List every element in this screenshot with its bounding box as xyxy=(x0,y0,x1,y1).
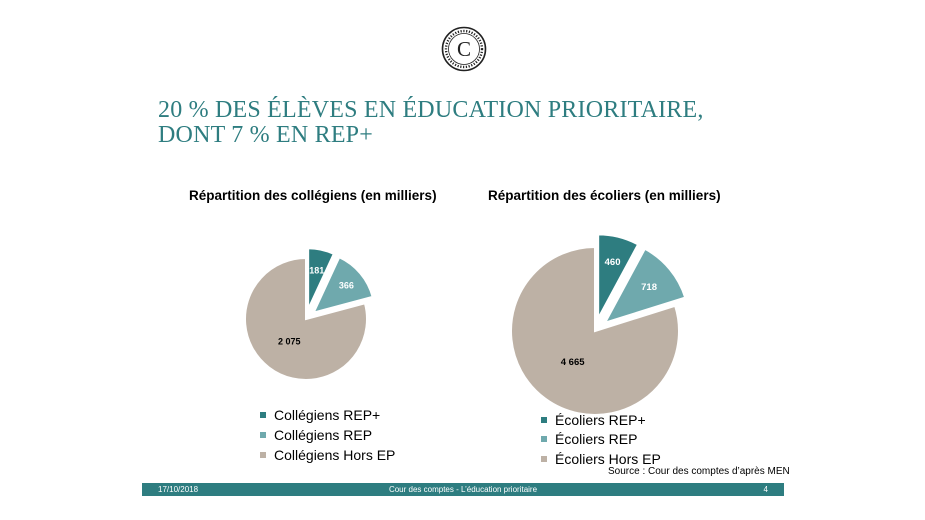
cour-des-comptes-seal-icon xyxy=(441,26,487,72)
data-label-collegiens-rep: 366 xyxy=(338,280,354,291)
data-label-collegiens-hors-ep: 2 075 xyxy=(278,336,301,347)
slide-title-line-1: 20 % DES ÉLÈVES EN ÉDUCATION PRIORITAIRE, xyxy=(158,97,704,123)
data-label-ecoliers-rep: 718 xyxy=(641,281,658,293)
legend-label-ecoliers-hors-ep: Écoliers Hors EP xyxy=(555,450,661,467)
footer-bar xyxy=(142,483,784,496)
data-label-collegiens-rep: 181 xyxy=(309,265,325,276)
pie-chart-collegiens xyxy=(226,235,396,405)
legend-label-ecoliers-rep: Écoliers REP+ xyxy=(555,411,646,428)
source-note: Source : Cour des comptes d’après MEN xyxy=(608,466,790,477)
chart-title-ecoliers: Répartition des écoliers (en milliers) xyxy=(488,188,721,203)
slide-title xyxy=(158,98,704,148)
legend-collegiens xyxy=(260,405,395,465)
legend-item-ecoliers-rep xyxy=(541,430,661,450)
legend-label-collegiens-rep: Collégiens REP+ xyxy=(274,407,381,423)
legend-ecoliers xyxy=(541,410,661,469)
legend-swatch-ecoliers-rep xyxy=(541,436,547,442)
chart-title-collegiens: Répartition des collégiens (en milliers) xyxy=(189,188,437,203)
data-label-ecoliers-hors-ep: 4 665 xyxy=(560,356,585,368)
legend-label-collegiens-rep: Collégiens REP xyxy=(274,427,373,443)
legend-swatch-ecoliers-hors-ep xyxy=(541,456,547,462)
legend-swatch-collegiens-rep xyxy=(260,432,266,438)
legend-swatch-ecoliers-rep xyxy=(541,417,547,423)
legend-item-collegiens-rep xyxy=(260,425,395,445)
data-label-ecoliers-rep: 460 xyxy=(604,256,621,268)
footer-page-number: 4 xyxy=(763,485,768,494)
slide-title-line-2: DONT 7 % EN REP+ xyxy=(158,122,373,148)
legend-item-ecoliers-rep xyxy=(541,410,661,430)
footer-date: 17/10/2018 xyxy=(158,485,199,494)
seal-letter: C xyxy=(456,37,472,61)
legend-item-collegiens-hors-ep xyxy=(260,445,395,465)
legend-swatch-collegiens-rep xyxy=(260,412,266,418)
legend-item-collegiens-rep xyxy=(260,405,395,425)
footer-title: Cour des comptes - L’éducation prioritaire xyxy=(388,485,538,494)
pie-chart-ecoliers xyxy=(485,207,715,437)
legend-label-collegiens-hors-ep: Collégiens Hors EP xyxy=(274,447,396,463)
legend-swatch-collegiens-hors-ep xyxy=(260,452,266,458)
legend-label-ecoliers-rep: Écoliers REP xyxy=(555,431,638,448)
